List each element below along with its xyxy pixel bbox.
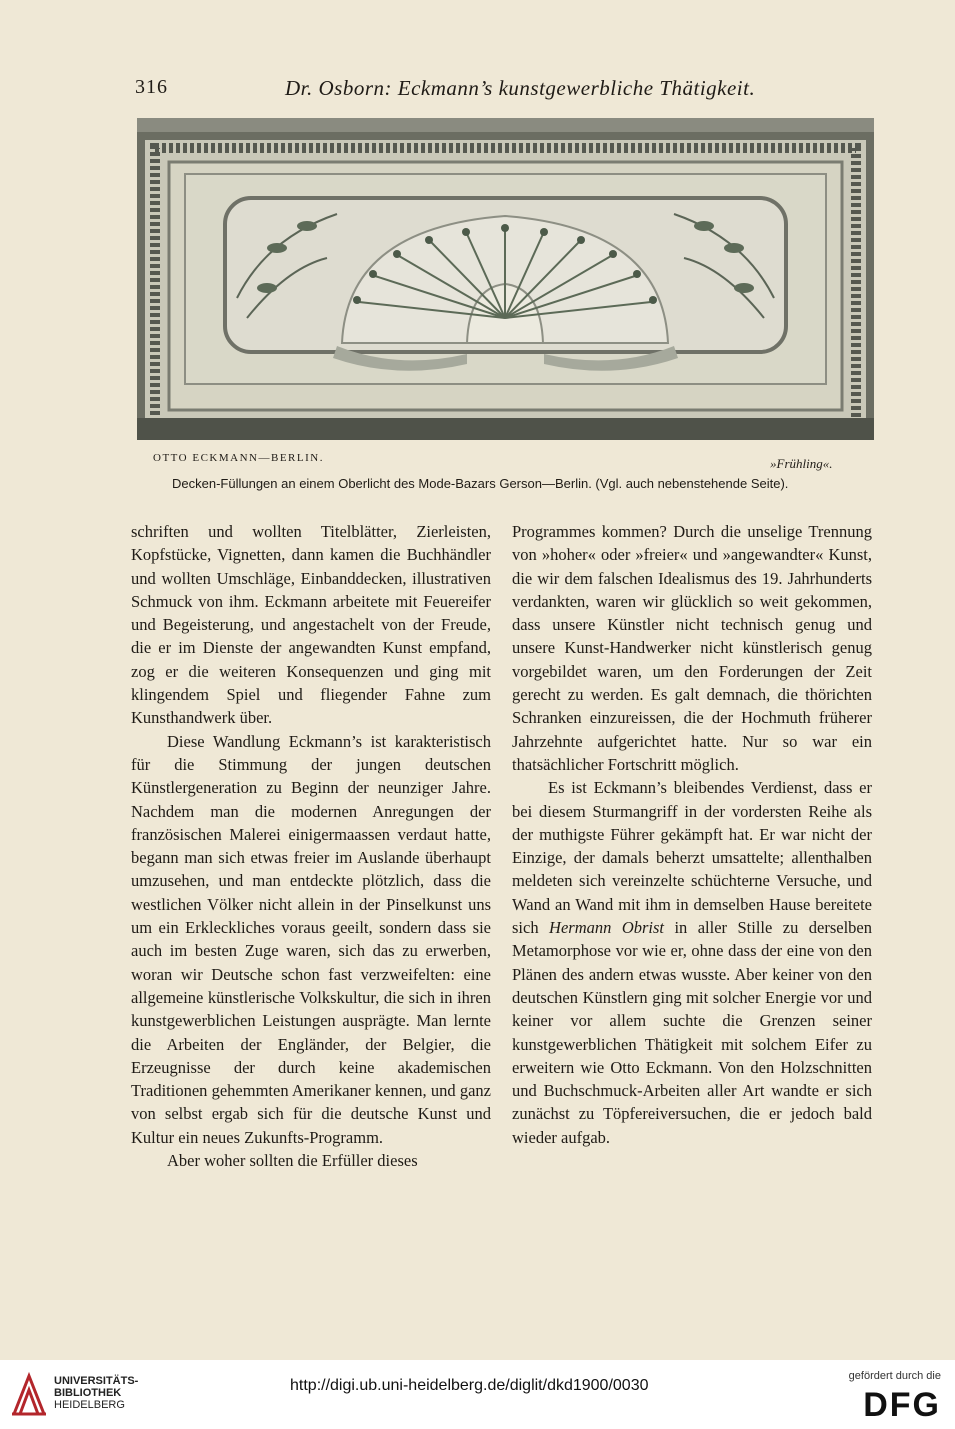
text-column-left	[131, 520, 491, 1172]
institution-name	[54, 1375, 138, 1411]
paragraph: Aber woher sollten die Erfüller dieses	[167, 1151, 418, 1171]
page-number: 316	[135, 76, 168, 98]
figure-description: Decken-Füllungen an einem Oberlicht des Mode-Bazars Gerson—Berlin. (Vgl. auch nebenstehende Seite).	[172, 476, 789, 491]
figure-credit: OTTO ECKMANN—BERLIN.	[153, 452, 324, 464]
person-name: Hermann Obrist	[549, 918, 664, 938]
university-library-logo-icon	[10, 1370, 48, 1418]
paragraph: Diese Wandlung Eckmann’s ist karakteristisch für die Stimmung der jungen deutschen Künstlergeneration zu Beginn der neunziger Jahre. Nachdem man die modernen Anregungen der französischen Malerei einigermaassen verdaut hatte, begann man sich etwas freier im Auslande überhaupt umzusehen, und man entdeckte plötzlich, dass die westlichen Völker nicht allein in der Pinselkunst uns um ein Erkleckliches voraus geeilt, sondern dass sie auch im besten Zuge waren, sich das zu erwerben, woran wir Deutsche schon fast verzweifelten: eine allgemeine künstlerische Volkskultur, die sich in ihren kunstgewerblichen Leistungen ausprägte. Man lernte die Arbeiten der Engländer, der Belgier, die Erzeugnisse der durch keine akademischen Traditionen gehemmten Amerikaner kennen, und ganz von selbst ergab sich für die deutsche Kunst und Kultur ein neues Zukunfts-Programm.	[131, 731, 491, 1147]
running-title: Dr. Osborn: Eckmann’s kunstgewerbliche Thätigkeit.	[285, 76, 756, 100]
ceiling-panel-drawing	[137, 118, 874, 440]
running-head	[135, 76, 875, 104]
paragraph-end: in aller Stille zu derselben Metamorphose vor wie er, ohne dass der eine von den Plänen des andern etwas wusste. Aber keiner von den deutschen Künstlern ging mit solcher Energie vor und keiner vor allem suchte die Grenzen seiner kunstgewerblichen Thätigkeit mit solchem Eifer zu erweitern wie Otto Eckmann. Von den Holzschnitten und Buchschmuck-Arbeiten aller Art wandte er sich zunächst zu Töpfereiversuchen, die er jedoch bald wieder aufgab.	[512, 918, 873, 1147]
institution-line: HEIDELBERG	[54, 1399, 125, 1411]
figure-title: »Frühling«.	[770, 456, 833, 471]
ceiling-panel-illustration	[137, 118, 874, 440]
institution-line: UNIVERSITÄTS-	[54, 1375, 139, 1387]
source-url-link[interactable]: http://digi.ub.uni-heidelberg.de/diglit/dkd1900/0030	[290, 1377, 649, 1394]
text-column-right	[512, 520, 872, 1149]
paragraph-start: Es ist Eckmann’s bleibendes Verdienst, dass er bei diesem Sturmangriff in der vordersten Reihe als der muthigste Führer gekämpft hat. Er war nicht der Einzige, der damals beherzt umsattelte; allenthalben meldeten sich vereinzelte schüchterne Versuche, und Wand an Wand mit ihm in demselben Hause bereitete sich	[512, 778, 872, 938]
digitization-footer	[0, 1360, 955, 1429]
institution-line: BIBLIOTHEK	[54, 1387, 122, 1399]
dfg-logo: DFG	[863, 1386, 941, 1424]
paragraph: Programmes kommen? Durch die unselige Trennung von »hoher« oder »freier« und »angewandter« Kunst, die wir dem falschen Idealismus des 19. Jahrhunderts verdankten, waren wir glücklich so weit gekommen, dass unsere Künstler nicht technisch genug und unsere Kunst-Handwerker nicht künstlerisch genug vorgebildet waren, um den Forderungen der Zeit gerecht zu werden. Es galt demnach, die thörichten Schranken einzureissen, die der Hochmuth früherer Jahrzehnte aufgerichtet hatte. Nur so war ein thatsächlicher Fortschritt möglich.	[512, 522, 872, 774]
paragraph	[512, 776, 872, 1149]
paragraph: schriften und wollten Titelblätter, Zierleisten, Kopfstücke, Vignetten, dann kamen die Buchhändler und wollten Umschläge, Einbanddecken, illustrativen Schmuck von ihm. Eckmann arbeitete mit Feuereifer und Begeisterung, und angestachelt von der Freude, die er im Dienste der angewandten Kunst empfand, zog er die weiteren Konsequenzen und ging mit klingendem Spiel und fliegender Fahne zum Kunsthandwerk über.	[131, 522, 491, 728]
funded-by-label: gefördert durch die	[848, 1370, 941, 1382]
